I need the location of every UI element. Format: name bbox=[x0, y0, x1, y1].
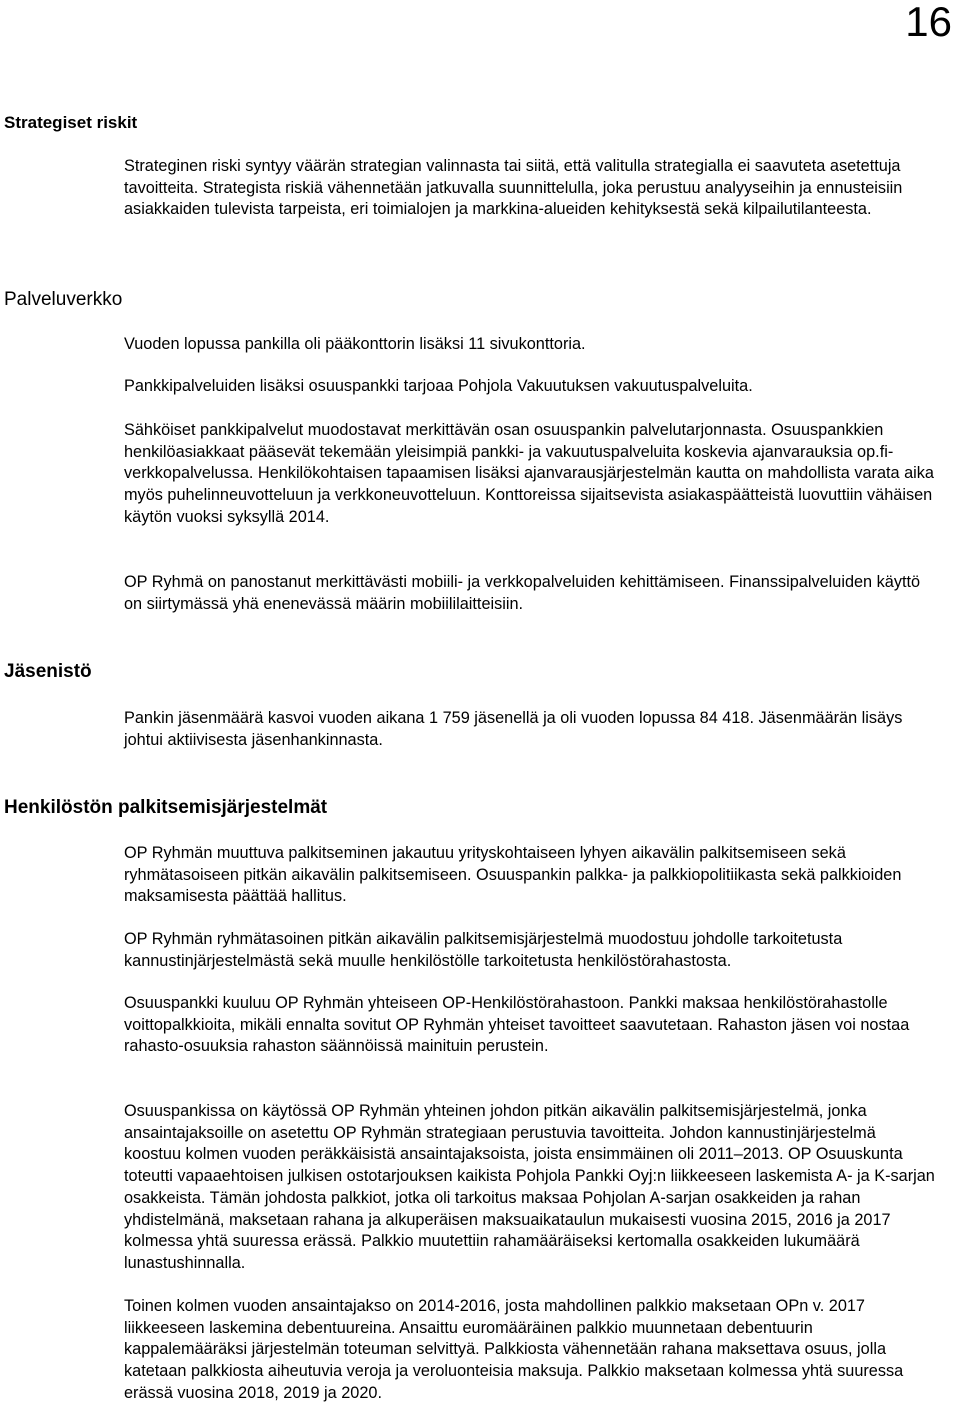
heading-membership: Jäsenistö bbox=[4, 661, 92, 682]
paragraph-membership: Pankin jäsenmäärä kasvoi vuoden aikana 1 759 jäsenellä ja oli vuoden lopussa 84 418. Jäsenmäärän lisäys johtui aktiivisesta jäsenhankinnasta. bbox=[124, 709, 903, 749]
page-number: 16 bbox=[905, 0, 952, 45]
paragraph-strategic-risks: Strateginen riski syntyy väärän strategian valinnasta tai siitä, että valitulla strategialla ei saavuteta asetettuja tavoitteita. Strategista riskiä vähennetään jatkuvalla suunnittelulla, joka perustuu analyyseihin ja ennusteisiin asiakkaiden tulevista tarpeista, eri toimialojen ja markkina-alueiden kehityksestä sekä kilpailutilanteesta. bbox=[124, 157, 903, 219]
paragraph-remuneration-2: OP Ryhmän ryhmätasoinen pitkän aikavälin palkitsemisjärjestelmä muodostuu johdolle tarkoitetusta kannustinjärjestelmästä sekä muulle henkilöstölle tarkoitetusta henkilöstörahastosta. bbox=[124, 930, 843, 970]
heading-strategic-risks: Strategiset riskit bbox=[4, 113, 138, 132]
paragraph-service-network-1: Vuoden lopussa pankilla oli pääkonttorin lisäksi 11 sivukonttoria. bbox=[124, 335, 586, 353]
paragraph-service-network-3: Sähköiset pankkipalvelut muodostavat merkittävän osan osuuspankin palvelutarjonnasta. Osuuspankkien henkilöasiakkaat pääsevät tekemään yleisimpiä pankki- ja vakuutuspalveluita koskevia ajanvarauksia op.fi-verkkopalvelussa. Henkilökohtaisen tapaamisen lisäksi ajanvarausjärjestelmän kautta on mahdollista varata aika myös puhelinneuvotteluun ja verkkoneuvotteluun. Konttoreissa sijaitsevista asiakaspäätteistä luovuttiin vähäisen käytön vuoksi syksyllä 2014. bbox=[124, 421, 934, 526]
paragraph-service-network-2: Pankkipalveluiden lisäksi osuuspankki tarjoaa Pohjola Vakuutuksen vakuutuspalveluita. bbox=[124, 377, 753, 395]
paragraph-service-network-4: OP Ryhmä on panostanut merkittävästi mobiili- ja verkkopalveluiden kehittämiseen. Finanssipalveluiden käyttö on siirtymässä yhä enenevässä määrin mobiililaitteisiin. bbox=[124, 573, 921, 613]
paragraph-remuneration-3: Osuuspankki kuuluu OP Ryhmän yhteiseen OP-Henkilöstörahastoon. Pankki maksaa henkilöstörahastolle voittopalkkioita, mikäli ennalta sovitut OP Ryhmän yhteiset tavoitteet saavutetaan. Rahaston jäsen voi nostaa rahasto-osuuksia rahaston säännöissä mainituin perustein. bbox=[124, 994, 910, 1056]
paragraph-remuneration-4: Osuuspankissa on käytössä OP Ryhmän yhteinen johdon pitkän aikavälin palkitsemisjärjestelmä, jonka ansaintajaksoille on asetettu OP Ryhmän strategiaan perustuvia tavoitteita. Johdon kannustinjärjestelmä koostuu kolmen vuoden peräkkäisistä ansaintajaksoista, joista ensimmäinen oli 2011–2013. OP Osuuskunta toteutti vapaaehtoisen julkisen ostotarjouksen kaikista Pohjola Pankki Oyj:n liikkeeseen laskemista A- ja K-sarjan osakkeista. Tämän johdosta palkkiot, jotka oli tarkoitus maksaa Pohjolan A-sarjan osakkeiden ja rahan yhdistelmänä, maksetaan rahana ja alkuperäisen maksuaikataulun mukaisesti vuosina 2015, 2016 ja 2017 kolmessa yhtä suuressa erässä. Palkkio muutettiin rahamääräiseksi kertomalla osakkeiden lukumäärä lunastushinnalla. bbox=[124, 1102, 935, 1272]
heading-service-network: Palveluverkko bbox=[4, 289, 123, 310]
paragraph-remuneration-5: Toinen kolmen vuoden ansaintajakso on 2014-2016, josta mahdollinen palkkio maksetaan OPn v. 2017 liikkeeseen laskemina debentuureina. Ansaittu euromääräinen palkkio muunnetaan debentuurin kappalemääräksi järjestelmän toteuman selvittyä. Palkkiosta vähennetään rahana maksettava osuus, jolla katetaan palkkiosta aiheutuvia veroja ja veroluonteisia maksuja. Palkkio maksetaan kolmessa yhtä suuressa erässä vuosina 2018, 2019 ja 2020. bbox=[124, 1297, 904, 1402]
paragraph-remuneration-1: OP Ryhmän muuttuva palkitseminen jakautuu yrityskohtaiseen lyhyen aikavälin palkitsemiseen sekä ryhmätasoiseen pitkän aikavälin palkitsemiseen. Osuuspankin palkka- ja palkkiopolitiikasta sekä palkkioiden maksamisesta päättää hallitus. bbox=[124, 844, 902, 906]
heading-remuneration: Henkilöstön palkitsemisjärjestelmät bbox=[4, 797, 328, 818]
